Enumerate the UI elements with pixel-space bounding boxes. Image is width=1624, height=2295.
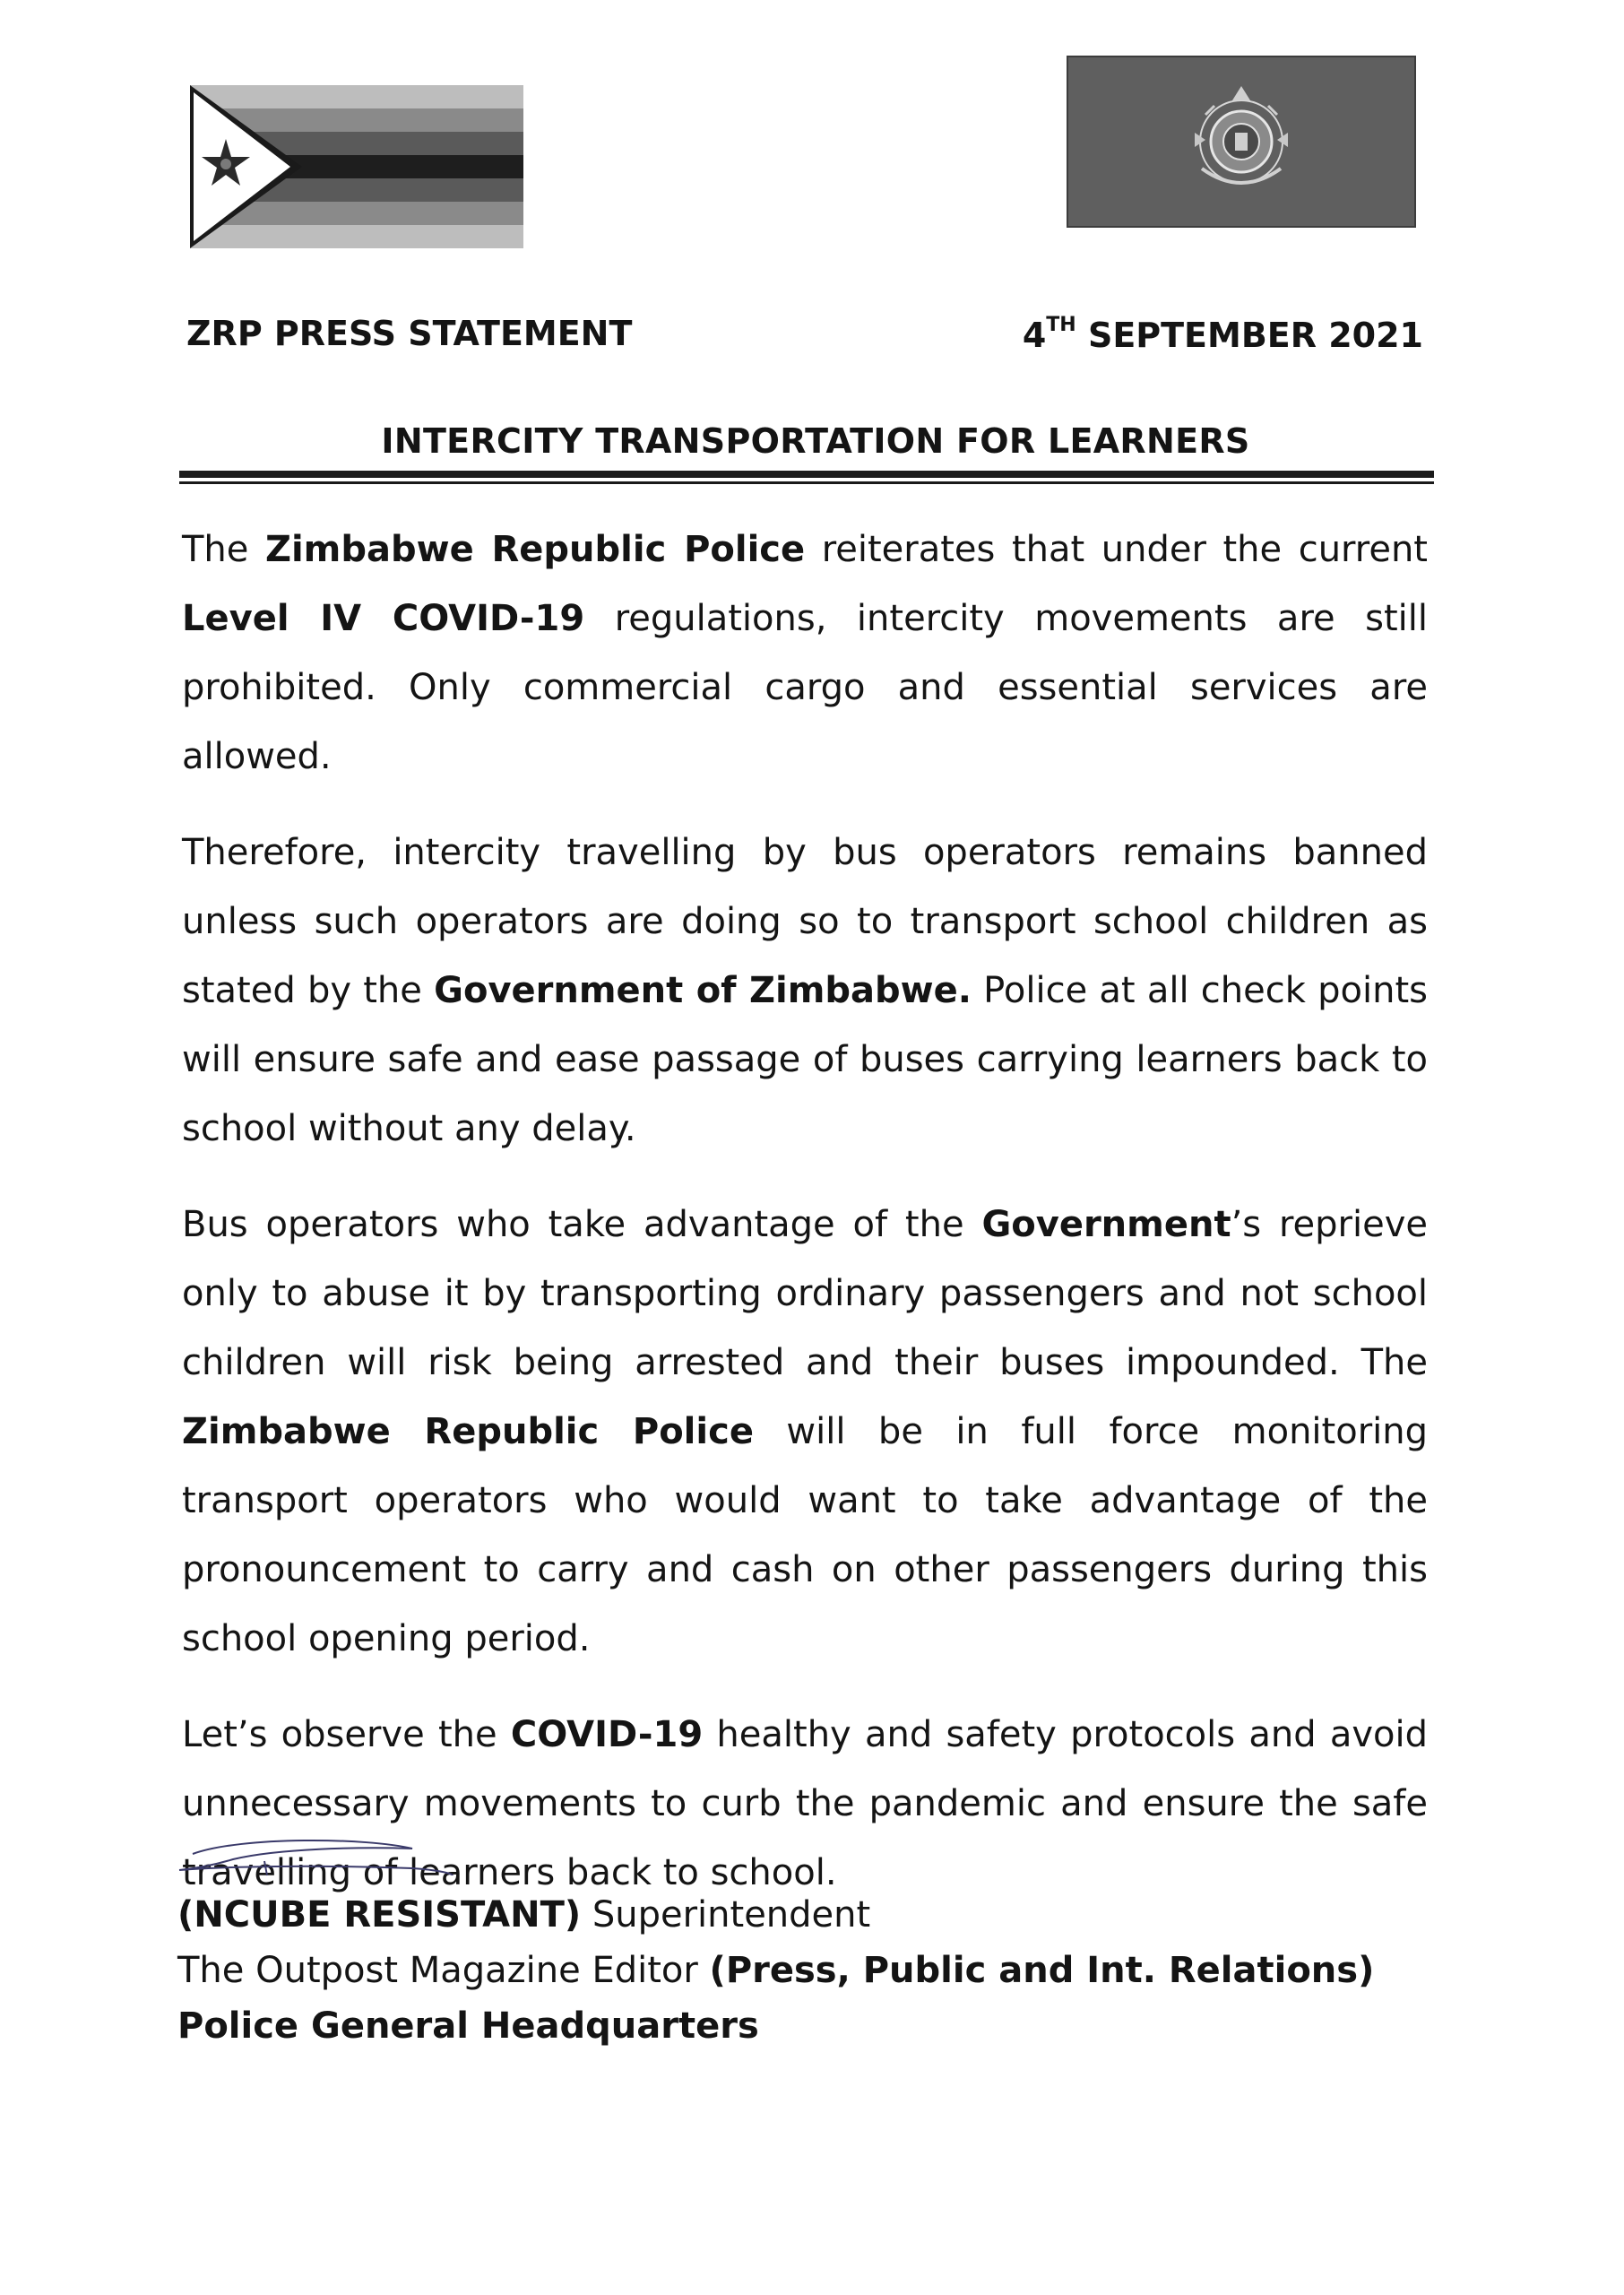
signatory-line bbox=[177, 1887, 1450, 1943]
bold-run: COVID-19 bbox=[510, 1714, 704, 1755]
statement-title: INTERCITY TRANSPORTATION FOR LEARNERS bbox=[381, 421, 1250, 461]
text-run: Let’s observe the bbox=[182, 1714, 511, 1755]
zimbabwe-flag-icon bbox=[190, 85, 523, 248]
signatory-role: The Outpost Magazine Editor bbox=[177, 1950, 710, 1991]
signatory-role-line bbox=[177, 1943, 1450, 1998]
bold-run: Zimbabwe Republic Police bbox=[182, 1411, 754, 1452]
bold-run: Government of Zimbabwe. bbox=[434, 970, 972, 1011]
signatory-rank: Superintendent bbox=[581, 1894, 871, 1936]
text-run: Bus operators who take advantage of the bbox=[182, 1204, 982, 1245]
text-run: will be in full force monitoring transport operators who would want to take advantage of the pronouncement to carry and cash on other passengers during this school opening period. bbox=[182, 1411, 1428, 1659]
statement-header bbox=[186, 314, 1423, 368]
signatory-name: (NCUBE RESISTANT) bbox=[177, 1894, 582, 1936]
bold-run: Level IV COVID-19 bbox=[182, 598, 585, 639]
zrp-badge-icon bbox=[1068, 57, 1414, 226]
bold-run: Zimbabwe Republic Police bbox=[264, 529, 806, 570]
paragraph-1 bbox=[182, 515, 1428, 792]
text-run: reiterates that under the current bbox=[805, 529, 1428, 570]
paragraph-3 bbox=[182, 1191, 1428, 1674]
title-rule-thick bbox=[179, 471, 1434, 478]
text-run: Therefore, intercity travelling by bus operators remains banned unless such operators are doing so to transport school children as stated by the bbox=[182, 832, 1428, 1011]
text-run: ’s reprieve only to abuse it by transporting ordinary passengers and not school children will risk being arrested and their buses impounded. The bbox=[182, 1204, 1428, 1383]
statement-body bbox=[182, 515, 1428, 1935]
title-block bbox=[179, 421, 1434, 461]
date-day: 4 bbox=[1022, 316, 1047, 355]
statement-date bbox=[1023, 314, 1423, 355]
statement-label: ZRP PRESS STATEMENT bbox=[186, 314, 633, 353]
text-run: healthy and safety protocols and avoid unnecessary movements to curb the pandemic and ensure the safe travelling of learners back to school. bbox=[182, 1714, 1428, 1893]
date-month-year: SEPTEMBER 2021 bbox=[1087, 316, 1423, 355]
signatory-office-line bbox=[177, 1998, 1450, 2054]
zrp-badge-flag bbox=[1067, 56, 1416, 228]
text-run: regulations, intercity movements are still prohibited. Only commercial cargo and essential services are allowed. bbox=[182, 598, 1428, 777]
signature-block bbox=[177, 1887, 1450, 2054]
signatory-department: (Press, Public and Int. Relations) bbox=[709, 1950, 1375, 1991]
bold-run: Government bbox=[981, 1204, 1231, 1245]
signatory-office: Police General Headquarters bbox=[177, 2005, 759, 2047]
text-run: The bbox=[182, 529, 265, 570]
date-suffix: TH bbox=[1046, 314, 1076, 336]
paragraph-2 bbox=[182, 818, 1428, 1164]
text-run: Police at all check points will ensure safe and ease passage of buses carrying learners back to school without any delay. bbox=[182, 970, 1428, 1149]
title-rule-thin bbox=[179, 481, 1434, 484]
